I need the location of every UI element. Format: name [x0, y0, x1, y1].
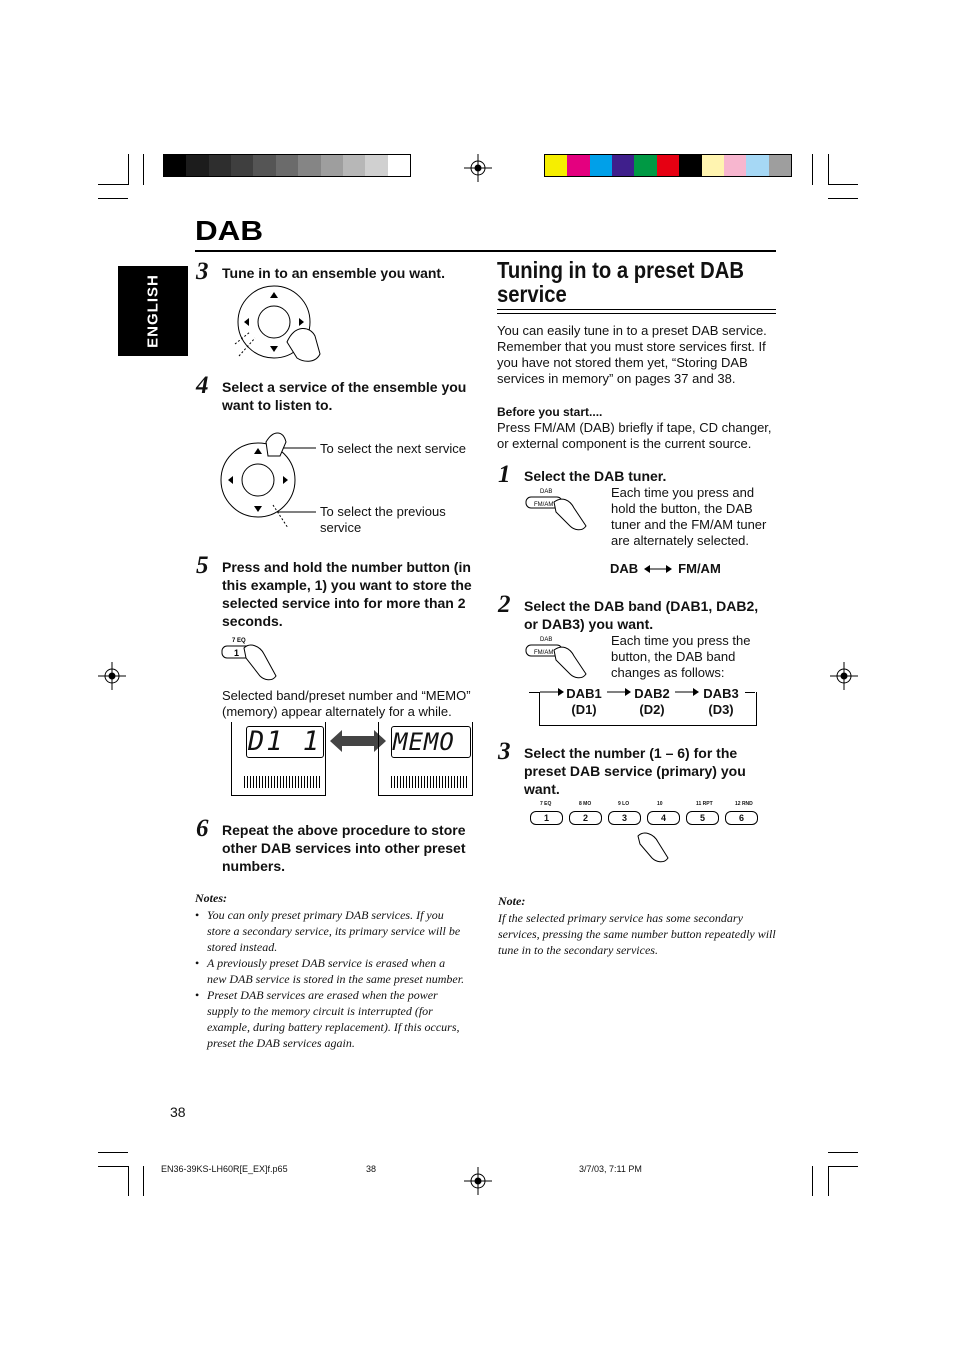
step-number: 2: [498, 591, 511, 618]
preset-button-row: [528, 801, 760, 829]
step-number: 6: [196, 815, 209, 842]
preset-button-number: 1: [530, 811, 563, 825]
callout-previous-service: To select the previous service: [320, 504, 446, 535]
color-swatch: [164, 155, 186, 176]
svg-text:DAB: DAB: [195, 217, 263, 243]
preset-button-caption: 10: [657, 801, 663, 807]
color-bar: [544, 154, 792, 177]
svg-text:DAB: DAB: [540, 637, 553, 643]
arrow-right-icon: [540, 687, 564, 697]
band-name: DAB2: [634, 686, 670, 701]
color-swatch: [634, 155, 656, 176]
crop-mark: [828, 154, 829, 185]
preset-button-caption: 12 RND: [735, 801, 753, 807]
footer-date: 3/7/03, 7:11 PM: [579, 1164, 642, 1174]
before-heading: Before you start....: [497, 405, 603, 419]
memo-caption: Selected band/preset number and “MEMO” (memory) appear alternately for a while.: [222, 688, 471, 719]
header-rule: [195, 250, 776, 252]
preset-button-number: 6: [725, 811, 758, 825]
crop-mark: [143, 154, 144, 185]
color-swatch: [186, 155, 208, 176]
preset-button-number: 3: [608, 811, 641, 825]
color-swatch: [702, 155, 724, 176]
tuner-toggle: [610, 561, 721, 576]
page-title: Tuning in to a preset DAB service: [497, 257, 745, 307]
preset-button-4[interactable]: [645, 801, 682, 829]
band-code: (D3): [708, 702, 734, 717]
footer-page: 38: [366, 1164, 377, 1174]
toggle-dab: DAB: [610, 561, 639, 576]
before-text: Press FM/AM (DAB) briefly if tape, CD changer, or external component is the current source.: [497, 420, 772, 451]
note-item: • Preset DAB services are erased when the power supply to the memory circuit is interrupted (for example, during battery replacement). If this occurs, preset the DAB services again.: [195, 987, 467, 1051]
svg-text:FM/AM: FM/AM: [534, 502, 554, 508]
svg-text:7 EQ: 7 EQ: [232, 638, 246, 644]
color-swatch: [298, 155, 320, 176]
finger-icon: [634, 830, 674, 866]
band-item: [562, 686, 606, 718]
step2-description: Each time you press the button, the DAB band changes as follows:: [611, 633, 751, 680]
color-swatch: [365, 155, 387, 176]
crop-mark: [128, 1166, 129, 1196]
page-number: 38: [170, 1104, 186, 1120]
toggle-fm-am: FM/AM: [678, 561, 721, 576]
color-swatch: [253, 155, 275, 176]
band-cycle-line: [745, 692, 755, 693]
double-arrow-icon: [644, 564, 672, 574]
step-number: 5: [196, 552, 209, 579]
footer-file: EN36-39KS-LH60R[E_EX]f.p65: [161, 1164, 288, 1174]
step-text: Tune in to an ensemble you want.: [222, 265, 445, 281]
crop-mark: [98, 184, 128, 185]
svg-text:1: 1: [234, 648, 240, 658]
color-swatch: [724, 155, 746, 176]
step-text: Select the DAB tuner.: [524, 468, 667, 484]
control-dial-illustration: [218, 420, 318, 530]
step-text: Select the number (1 – 6) for the preset DAB service (primary) you want.: [524, 745, 746, 797]
color-swatch: [545, 155, 567, 176]
notes-list: [195, 907, 467, 1051]
preset-button-number: 5: [686, 811, 719, 825]
callout-next-service: To select the next service: [320, 441, 466, 456]
crop-mark: [812, 1166, 813, 1196]
preset-button-3[interactable]: [606, 801, 643, 829]
preset-button-number: 4: [647, 811, 680, 825]
preset-button-2[interactable]: [567, 801, 604, 829]
grayscale-bar: [163, 154, 411, 177]
crop-mark: [98, 1166, 128, 1167]
title-rule: [497, 309, 776, 310]
preset-button-caption: 11 RPT: [696, 801, 713, 807]
color-swatch: [209, 155, 231, 176]
step1-description: Each time you press and hold the button, the DAB tuner and the FM/AM tuner are alternately selected.: [611, 485, 767, 548]
band-name: DAB3: [703, 686, 739, 701]
color-swatch: [746, 155, 768, 176]
preset-button-caption: 8 MO: [579, 801, 592, 807]
svg-text:DAB: DAB: [540, 489, 553, 495]
preset-button-caption: 9 LO: [618, 801, 630, 807]
step-text: Select the DAB band (DAB1, DAB2, or DAB3) you want.: [524, 598, 759, 632]
band-code: (D1): [571, 702, 597, 717]
preset-button-5[interactable]: [684, 801, 721, 829]
crop-mark: [98, 198, 128, 199]
preset-button-number: 2: [569, 811, 602, 825]
note-item: • You can only preset primary DAB services. If you store a secondary service, its primary service will be stored instead.: [195, 907, 467, 955]
step-text: Repeat the above procedure to store other DAB services into other preset numbers.: [222, 822, 466, 874]
preset-button-1-illustration: [220, 634, 280, 682]
color-swatch: [567, 155, 589, 176]
crop-mark: [828, 1166, 829, 1196]
registration-mark-icon: [464, 1167, 492, 1195]
crop-mark: [828, 1166, 858, 1167]
arrow-right-icon: [675, 687, 699, 697]
display-text: D1 1: [248, 726, 322, 757]
language-label: ENGLISH: [144, 274, 162, 348]
color-swatch: [321, 155, 343, 176]
preset-button-1[interactable]: [528, 801, 565, 829]
crop-mark: [143, 1166, 144, 1196]
preset-button-caption: 7 EQ: [540, 801, 552, 807]
band-item: [630, 686, 674, 718]
fm-am-button-illustration: [524, 486, 594, 532]
step-number: 3: [498, 738, 511, 765]
crop-mark: [812, 154, 813, 185]
registration-mark-icon: [830, 662, 858, 690]
step-text: Select a service of the ensemble you want to listen to.: [222, 379, 467, 413]
fm-am-button-illustration: [524, 634, 594, 680]
crop-mark: [828, 198, 858, 199]
arrow-right-icon: [607, 687, 631, 697]
notes-heading: Notes:: [195, 891, 227, 905]
color-swatch: [590, 155, 612, 176]
note-item: • A previously preset DAB service is erased when a new DAB service is stored in the same preset number.: [195, 955, 467, 987]
display-text: MEMO: [393, 728, 455, 756]
title-rule: [497, 313, 776, 314]
color-swatch: [388, 155, 410, 176]
band-name: DAB1: [566, 686, 602, 701]
registration-mark-icon: [98, 662, 126, 690]
crop-mark: [828, 1152, 858, 1153]
language-tab: [118, 266, 188, 356]
color-swatch: [276, 155, 298, 176]
color-swatch: [679, 155, 701, 176]
note-heading: Note:: [498, 894, 526, 908]
control-dial-illustration: [225, 284, 325, 374]
step-number: 1: [498, 461, 511, 488]
display-panel-band: [231, 722, 326, 796]
crop-mark: [828, 184, 858, 185]
band-cycle-line: [529, 692, 539, 693]
step-number: 4: [196, 372, 209, 399]
color-swatch: [657, 155, 679, 176]
preset-button-6[interactable]: [723, 801, 760, 829]
color-swatch: [769, 155, 791, 176]
step-text: Press and hold the number button (in this example, 1) you want to store the selected service into for more than 2 seconds.: [222, 559, 472, 629]
dab-logo: [195, 217, 265, 243]
crop-mark: [128, 154, 129, 185]
crop-mark: [98, 1152, 128, 1153]
display-panel-memo: [378, 722, 473, 796]
step-number: 3: [196, 258, 209, 285]
band-code: (D2): [639, 702, 665, 717]
color-swatch: [343, 155, 365, 176]
note-text: If the selected primary service has some secondary services, pressing the same number button repeatedly will tune in to the secondary services.: [498, 911, 776, 957]
color-swatch: [231, 155, 253, 176]
intro-text: You can easily tune in to a preset DAB service. Remember that you must store services first. If you have not stored them yet, “Storing DAB services in memory” on pages 37 and 38.: [497, 323, 767, 386]
color-swatch: [612, 155, 634, 176]
band-item: [699, 686, 743, 718]
registration-mark-icon: [464, 154, 492, 182]
svg-text:FM/AM: FM/AM: [534, 650, 554, 656]
